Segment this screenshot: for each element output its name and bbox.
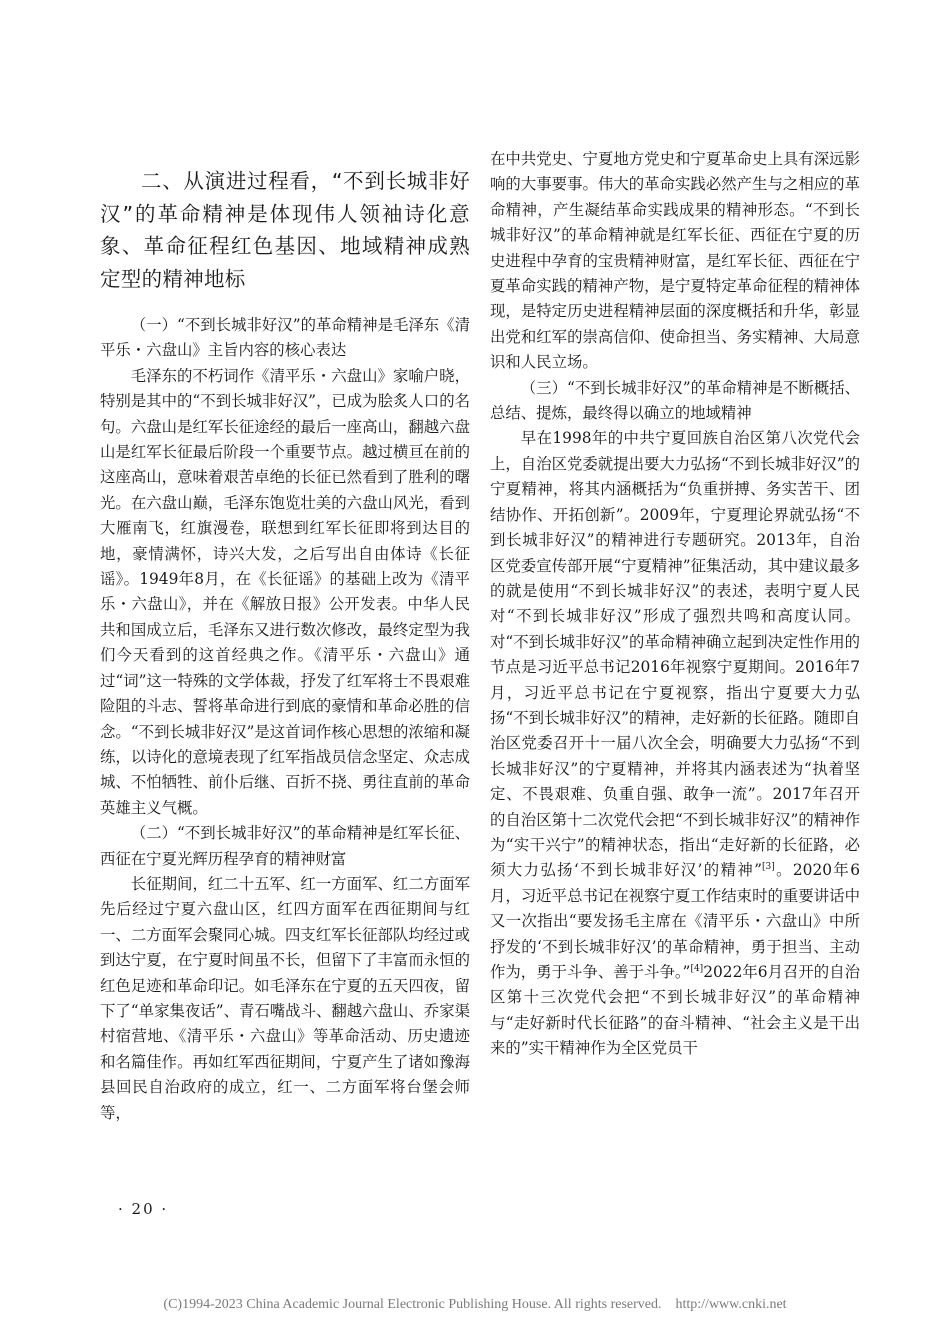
left-column (100, 147, 470, 1126)
page-number: · 20 · (118, 1200, 169, 1218)
subsection-heading-3: （三）“不到长城非好汉”的革命精神是不断概括、总结、提炼，最终得以确立的地域精神 (490, 378, 860, 423)
paragraph-2-continued: 在中共党史、宁夏地方党史和宁夏革命史上具有深远影响的大事要事。伟大的革命实践必然产生与之相应的革命精神，产生凝结革命实践成果的精神形态。“不到长城非好汉”的革命精神就是红军长征、西征在宁夏的历史进程中孕育的宝贵精神财富，是红军长征、西征在宁夏革命实践的精神产物，是宁夏特定革命征程的精神体现，是特定历史进程精神层面的深度概括和升华，彰显出党和红军的崇高信仰、使命担当、务实精神、大局意识和人民立场。 (490, 150, 860, 372)
paragraph-3 (490, 426, 860, 1061)
subsection-heading-2: （二）“不到长城非好汉”的革命精神是红军长征、西征在宁夏光辉历程孕育的精神财富 (100, 824, 470, 868)
paragraph-2: 长征期间，红二十五军、红一方面军、红二方面军先后经过宁夏六盘山区，红四方面军在西征期间与红一、二方面军会聚同心城。四支红军长征部队均经过或到达宁夏，在宁夏时间虽不长，但留下了丰富而永恒的红色足迹和革命印记。如毛泽东在宁夏的五天四夜，留下了“单家集夜话”、青石嘴战斗、翻越六盘山、乔家渠村宿营地、《清平乐・六盘山》等革命活动、历史遗迹和名篇佳作。再如红军西征期间，宁夏产生了诸如豫海县回民自治政府的成立，红一、二方面军将台堡会师等， (100, 874, 470, 1122)
paragraph-3-part-c: 2022年6月召开的自治区第十三次党代会把“不到长城非好汉”的革命精神与“走好新时代长征路”的奋斗精神、“社会主义是干出来的”实干精神作为全区党员干 (490, 963, 860, 1058)
right-column (490, 147, 860, 1062)
footnote-ref-4[interactable]: [4] (690, 964, 704, 974)
copyright-notice: (C)1994-2023 China Academic Journal Electronic Publishing House. All rights reserved. http://www.cnki.net (163, 1297, 787, 1312)
footnote-ref-3[interactable]: [3] (761, 862, 775, 873)
paragraph-1: 毛泽东的不朽词作《清平乐・六盘山》家喻户晓，特别是其中的“不到长城非好汉”，已成为脍炙人口的名句。六盘山是红军长征途经的最后一座高山，翻越六盘山是红军长征最后阶段一个重要节点。越过横亘在前的这座高山，意味着艰苦卓绝的长征已然看到了胜利的曙光。在六盘山巅，毛泽东饱览壮美的六盘山风光，看到大雁南飞，红旗漫卷，联想到红军长征即将到达目的地，豪情满怀，诗兴大发，之后写出自由体诗《长征谣》。1949年8月，在《长征谣》的基础上改为《清平乐・六盘山》，并在《解放日报》公开发表。中华人民共和国成立后，毛泽东又进行数次修改，最终定型为我们今天看到的这首经典之作。《清平乐・六盘山》通过“词”这一特殊的文学体裁，抒发了红军将士不畏艰难险阻的斗志、誓将革命进行到底的豪情和革命必胜的信念。“不到长城非好汉”是这首词作核心思想的浓缩和凝练，以诗化的意境表现了红军指战员信念坚定、众志成城、不怕牺牲、前仆后继、百折不挠、勇往直前的革命英雄主义气概。 (100, 366, 470, 817)
section-heading: 二、从演进过程看，“不到长城非好汉”的革命精神是体现伟人领袖诗化意象、革命征程红色基因、地域精神成熟定型的精神地标 (100, 169, 470, 291)
subsection-heading-1: （一）“不到长城非好汉”的革命精神是毛泽东《清平乐・六盘山》主旨内容的核心表达 (100, 316, 470, 360)
paragraph-3-part-a: 早在1998年的中共宁夏回族自治区第八次党代会上，自治区党委就提出要大力弘扬“不到长城非好汉”的宁夏精神，将其内涵概括为“负重拼搏、务实苦干、团结协作、开拓创新”。2009年，宁夏理论界就弘扬“不到长城非好汉”的精神进行专题研究。2013年，自治区党委宣传部开展“宁夏精神”征集活动，其中建议最多的就是使用“不到长城非好汉”的表述，表明宁夏人民对“不到长城非好汉”形成了强烈共鸣和高度认同。对“不到长城非好汉”的革命精神确立起到决定性作用的节点是习近平总书记2016年视察宁夏期间。2016年7月，习近平总书记在宁夏视察，指出宁夏要大力弘扬“不到长城非好汉”的精神，走好新的长征路。随即自治区党委召开十一届八次全会，明确要大力弘扬“不到长城非好汉”的宁夏精神，并将其内涵表述为“执着坚定、不畏艰难、负重自强、敢争一流”。2017年召开的自治区第十二次党代会把“不到长城非好汉”的精神作为“实干兴宁”的精神状态，指出“走好新的长征路，必须大力弘扬‘不到长城非好汉’的精神” (490, 429, 860, 880)
paragraph-3-part-b: 。2020年6月，习近平总书记在视察宁夏工作结束时的重要讲话中又一次指出“要发扬毛主席在《清平乐・六盘山》中所抒发的‘不到长城非好汉’的革命精神，勇于担当、主动作为，勇于斗争、善于斗争。” (490, 861, 860, 981)
